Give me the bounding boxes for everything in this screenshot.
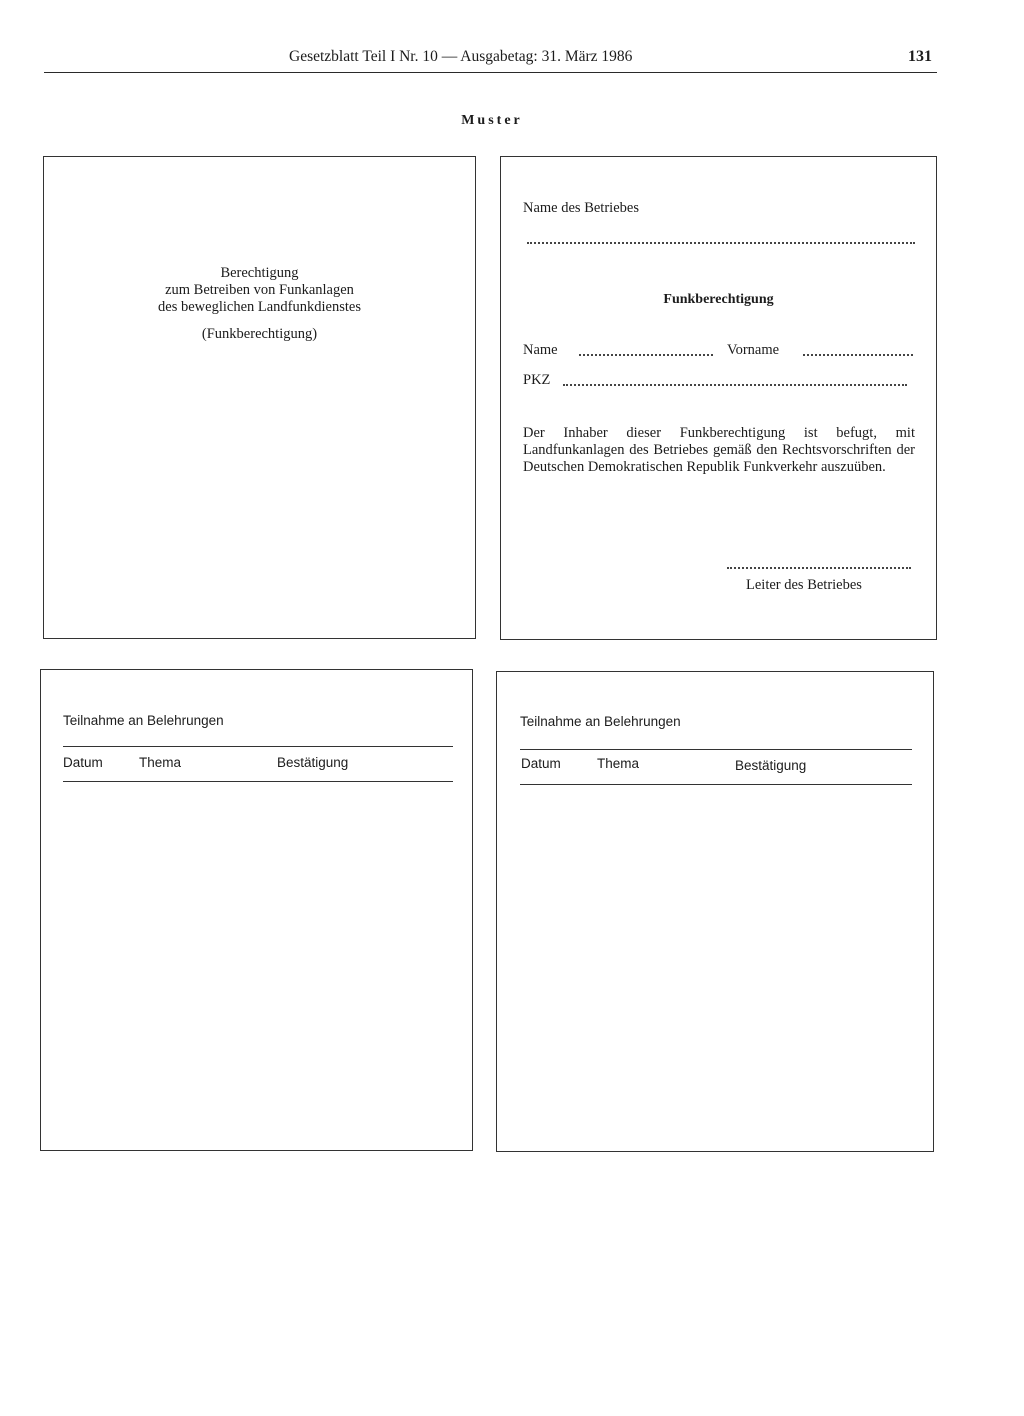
company-name-label: Name des Betriebes bbox=[523, 200, 639, 216]
column-header-confirmation: Bestätigung bbox=[735, 758, 807, 773]
column-header-confirmation: Bestätigung bbox=[277, 755, 349, 770]
column-header-topic: Thema bbox=[597, 756, 640, 771]
instruction-log-title: Teilnahme an Belehrungen bbox=[63, 713, 224, 728]
table-rule-top bbox=[520, 749, 912, 750]
column-header-topic: Thema bbox=[139, 755, 182, 770]
permit-heading: Funkberechtigung bbox=[663, 292, 774, 307]
pkz-field[interactable] bbox=[563, 384, 907, 386]
table-rule-bottom bbox=[520, 784, 912, 785]
table-rule-bottom bbox=[63, 781, 453, 782]
cover-card bbox=[43, 156, 476, 639]
cover-subtitle: (Funkberechtigung) bbox=[201, 326, 318, 342]
column-header-date: Datum bbox=[521, 756, 561, 771]
instruction-log-card-right bbox=[496, 671, 934, 1152]
instruction-log-card-left bbox=[40, 669, 473, 1151]
signature-label: Leiter des Betriebes bbox=[746, 577, 862, 593]
header-rule bbox=[44, 72, 937, 73]
cover-title-line-3: des beweglichen Landfunkdienstes bbox=[158, 299, 361, 315]
section-label: Muster bbox=[461, 113, 523, 128]
pkz-label: PKZ bbox=[523, 372, 551, 388]
first-name-label: Vorname bbox=[727, 342, 780, 358]
company-name-field[interactable] bbox=[527, 242, 915, 244]
column-header-date: Datum bbox=[63, 755, 103, 770]
name-field[interactable] bbox=[579, 354, 713, 356]
permit-paragraph: Der Inhaber dieser Funkberechtigung ist befugt, mit Landfunkanlagen des Betriebes gemäß den Rechtsvorschriften der Deutschen Demokratischen Republik Funkverkehr auszuüben. bbox=[523, 425, 915, 475]
signature-field[interactable] bbox=[727, 567, 911, 569]
cover-title-line-1: Berechtigung bbox=[220, 265, 299, 281]
cover-title-line-2: zum Betreiben von Funkanlagen bbox=[165, 282, 354, 298]
first-name-field[interactable] bbox=[803, 354, 913, 356]
name-label: Name bbox=[523, 342, 558, 358]
instruction-log-title: Teilnahme an Belehrungen bbox=[520, 714, 681, 729]
header-title: Gesetzblatt Teil I Nr. 10 — Ausgabetag: 31. März 1986 bbox=[289, 48, 633, 65]
page-number: 131 bbox=[908, 48, 932, 65]
table-rule-top bbox=[63, 746, 453, 747]
permit-card bbox=[500, 156, 937, 640]
